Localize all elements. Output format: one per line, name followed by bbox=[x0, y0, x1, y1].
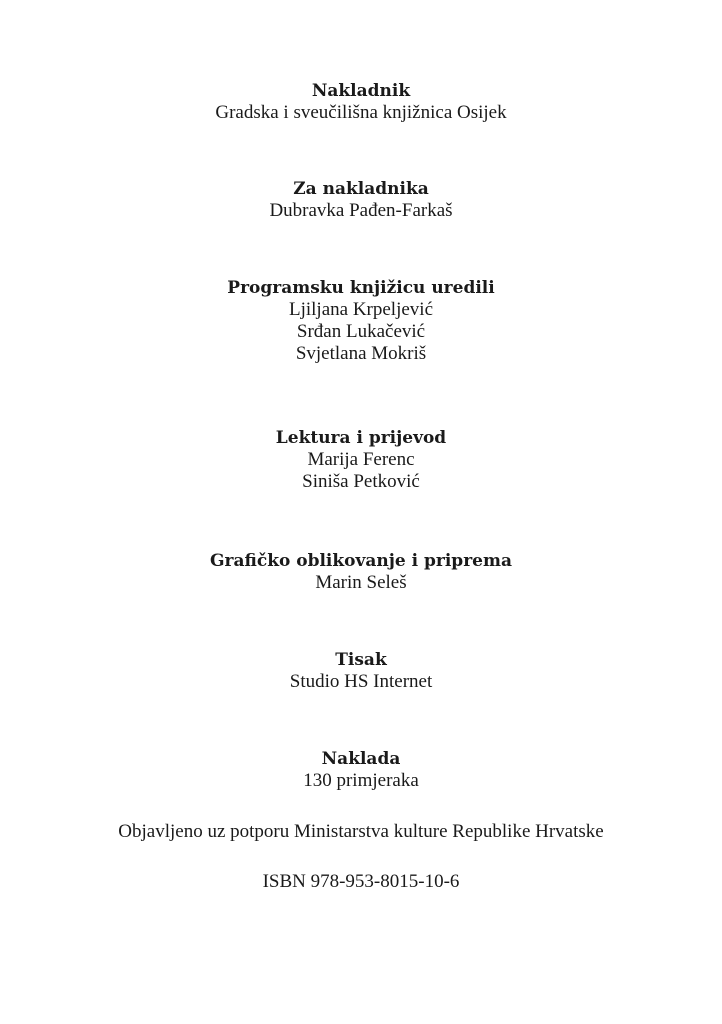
section-publisher bbox=[0, 80, 722, 124]
section-for-publisher bbox=[0, 178, 722, 222]
section-heading: Nakladnik bbox=[311, 81, 411, 101]
support-note bbox=[0, 821, 722, 843]
section-line: Gradska i sveučilišna knjižnica Osijek bbox=[215, 102, 507, 123]
section-line: Siniša Petković bbox=[302, 471, 420, 492]
section-line: 130 primjeraka bbox=[303, 770, 419, 791]
section-heading: Programsku knjižicu uredili bbox=[227, 278, 495, 298]
section-line: Studio HS Internet bbox=[289, 671, 433, 692]
section-heading: Za nakladnika bbox=[293, 179, 429, 199]
section-print-run bbox=[0, 748, 722, 792]
section-line: Dubravka Pađen-Farkaš bbox=[269, 200, 453, 221]
section-line: Svjetlana Mokriš bbox=[295, 343, 427, 364]
section-line: Marin Seleš bbox=[315, 572, 407, 593]
support-note-text: Objavljeno uz potporu Ministarstva kulture Republike Hrvatske bbox=[118, 821, 604, 842]
section-line: Ljiljana Krpeljević bbox=[288, 299, 434, 320]
isbn bbox=[0, 871, 722, 893]
section-print bbox=[0, 649, 722, 693]
section-line: Srđan Lukačević bbox=[296, 321, 426, 342]
section-proofreading-translation bbox=[0, 427, 722, 493]
section-heading: Grafičko oblikovanje i priprema bbox=[210, 551, 512, 571]
section-program-editors bbox=[0, 277, 722, 365]
section-heading: Lektura i prijevod bbox=[275, 428, 447, 448]
section-heading: Naklada bbox=[321, 749, 401, 769]
section-graphic-design bbox=[0, 550, 722, 594]
section-line: Marija Ferenc bbox=[307, 449, 415, 470]
section-heading: Tisak bbox=[335, 650, 387, 670]
isbn-text: ISBN 978-953-8015-10-6 bbox=[262, 871, 460, 892]
